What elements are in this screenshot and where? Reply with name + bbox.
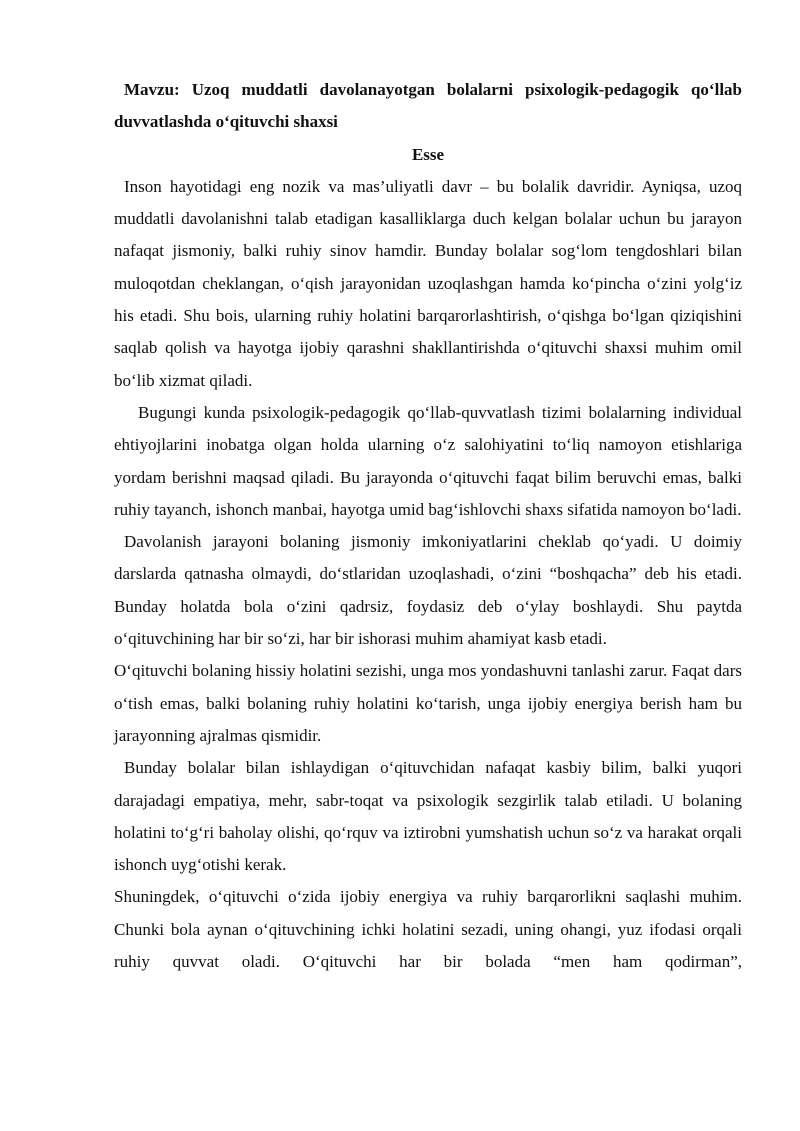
- paragraph-1: Inson hayotidagi eng nozik va mas’uliyatli davr – bu bolalik davridir. Ayniqsa, uzoq muddatli davolanishni talab etadigan kasalliklarga duch kelgan bolalar uchun bu jarayon nafaqat jismoniy, balki ruhiy sinov hamdir. Bunday bolalar sog‘lom tengdoshlari bilan muloqotdan cheklangan, o‘qish jarayonidan uzoqlashgan hamda ko‘pincha o‘zini yolg‘iz his etadi. Shu bois, ularning ruhiy holatini barqarorlashtirish, o‘qishga bo‘lgan qiziqishini saqlab qolish va hayotga ijobiy qarashni shakllantirishda o‘qituvchi shaxsi muhim omil bo‘lib xizmat qiladi.: [114, 176, 742, 390]
- paragraph-2: Bugungi kunda psixologik-pedagogik qo‘llab-quvvatlash tizimi bolalarning individual ehtiyojlarini inobatga olgan holda ularning o‘z salohiyatini to‘liq namoyon etishlariga yordam berishni maqsad qiladi. Bu jarayonda o‘qituvchi faqat bilim beruvchi emas, balki ruhiy tayanch, ishonch manbai, hayotga umid bag‘ishlovchi shaxs sifatida namoyon bo‘ladi.: [114, 402, 742, 519]
- paragraph-4: O‘qituvchi bolaning hissiy holatini sezishi, unga mos yondashuvni tanlashi zarur. Faqat dars o‘tish emas, balki bolaning ruhiy holatini ko‘tarish, unga ijobiy energiya berish ham bu jarayonning ajralmas qismidir.: [114, 661, 742, 745]
- document-page: [114, 74, 742, 978]
- paragraph-5: Bunday bolalar bilan ishlaydigan o‘qituvchidan nafaqat kasbiy bilim, balki yuqori darajadagi empatiya, mehr, sabr-toqat va psixologik sezgirlik talab etiladi. U bolaning holatini to‘g‘ri baholay olishi, qo‘rquv va iztirobni yumshatish uchun so‘z va harakat orqali ishonch uyg‘otishi kerak.: [114, 758, 742, 875]
- paragraph-6: Shuningdek, o‘qituvchi o‘zida ijobiy energiya va ruhiy barqarorlikni saqlashi muhim. Chunki bola aynan o‘qituvchining ichki holatini sezadi, uning ohangi, yuz ifodasi orqali ruhiy quvvat oladi. O‘qituvchi har bir bolada “men ham qodirman”,: [114, 887, 742, 972]
- document-title: Mavzu: Uzoq muddatli davolanayotgan bolalarni psixologik-pedagogik qo‘llab duvvatlashda o‘qituvchi shaxsi: [114, 80, 742, 132]
- document-subtitle: Esse: [411, 144, 445, 164]
- paragraph-3: Davolanish jarayoni bolaning jismoniy imkoniyatlarini cheklab qo‘yadi. U doimiy darslarda qatnasha olmaydi, do‘stlaridan uzoqlashadi, o‘zini “boshqacha” deb his etadi. Bunday holatda bola o‘zini qadrsiz, foydasiz deb o‘ylay boshlaydi. Shu paytda o‘qituvchining har bir so‘zi, har bir ishorasi muhim ahamiyat kasb etadi.: [114, 532, 742, 649]
